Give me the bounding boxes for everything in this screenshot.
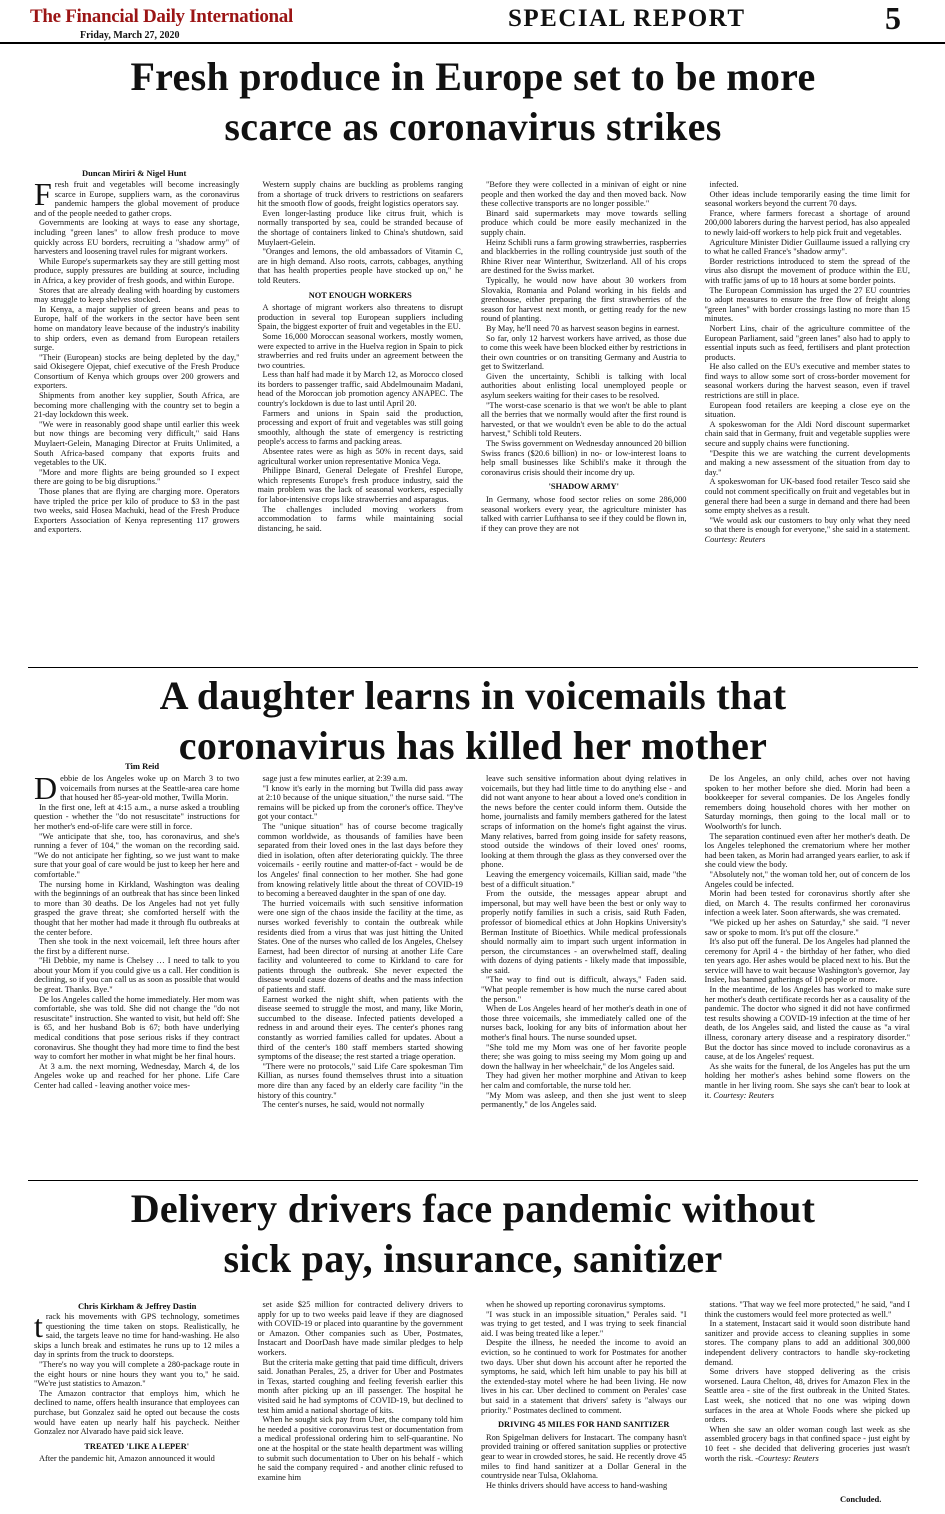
paragraph: "Before they were collected in a minivan of eight or nine people and then worked the day and then moved back. Now these collective transports are no longer possible." (481, 180, 687, 209)
paper-name: The Financial Daily International (30, 6, 293, 27)
article1-column-3 (481, 180, 687, 662)
paragraph: Then she took in the next voicemail, left three hours after the first by a different nurse. (34, 937, 240, 956)
article1-column-1 (34, 180, 240, 662)
page-number: 5 (885, 0, 901, 36)
paragraph: track his movements with GPS technology, sometimes questioning the time taken on stops. Realistically, he said, the targets leave no time for hand-washing. He also skips a lunch break and estimates he runs up to 12 miles a day in sprints from the truck to doorsteps. (34, 1308, 240, 1360)
section-divider (28, 667, 918, 668)
paragraph: Agriculture Minister Didier Guillaume issued a rallying cry to what he called France's "shadow army". (704, 237, 910, 257)
paragraph: Despite the illness, he needed the income to avoid an eviction, so he continued to work for Postmates for another two days. Uber shut down his account after he reported the symptoms, he said, which left him unable to pay his bill at the extended-stay motel where he had been living. He now lives in his car. Uber declined to comment on Perales' case but said in a statement that drivers' safety is "always our priority." Postmates declined to comment. (481, 1338, 687, 1415)
article3-column-2 (258, 1300, 464, 1492)
article1-column-4 (705, 180, 911, 662)
article3-byline: Chris Kirkham & Jeffrey Dastin (78, 1301, 197, 1311)
drop-cap: F (34, 180, 52, 212)
paragraph: "More and more flights are being grounded so I expect there are going to be big disruptions." (34, 467, 240, 487)
paragraph: The European Commission has urged the 27 EU countries to adopt measures to ensure the free flow of freight along "green lanes" with border crossings lasting no more than 15 minutes. (704, 285, 910, 324)
paragraph: "We were in reasonably good shape until earlier this week but now things are becoming very difficult," said Hans Muylaert-Gelein, Managing Director at Fruits Unlimited, a South Africa-based company that exports fruits and vegetables to the UK. (34, 419, 240, 468)
paragraph: "She told me my Mom was one of her favorite people there; she was going to miss seeing my Mom going up and down the hallway in her wheelchair," de los Angeles said. (481, 1042, 687, 1071)
paragraph: France, where farmers forecast a shortage of around 200,000 laborers during the harvest period, has also appealed to newly laid-off workers to help pick fruit and vegetables. (704, 208, 910, 237)
paragraph: Some drivers have stopped delivering as the crisis worsened. Laura Chelton, 48, drives for Amazon Flex in the Seattle area - site of the first outbreak in the United States. Last week, she noticed that no one was wiping down surfaces in the area at Whole Foods where she picked up orders. (704, 1367, 910, 1425)
paragraph: "We picked up her ashes on Saturday," she said. "I never saw or spoke to mom. It's put off the closure." (704, 917, 910, 937)
paragraph: In a statement, Instacart said it would soon distribute hand sanitizer and provide access to cleaning supplies in some stores. The company plans to add an additional 300,000 independent delivery contractors to handle sky-rocketing demand. (704, 1319, 910, 1367)
masthead (0, 0, 945, 44)
paragraph: A spokeswoman for UK-based food retailer Tesco said she could not comment specifically on fruit and vegetables but in general there had been a surge in demand and there had been some empty shelves as a result. (704, 477, 910, 516)
paragraph: "The worst-case scenario is that we won't be able to plant all the berries that we normally would after the first round is harvested, or that we wouldn't even be able to do the actual harvest," Schibli told Reuters. (481, 400, 687, 439)
article3-body (34, 1300, 910, 1492)
paragraph: Border restrictions introduced to stem the spread of the virus also disrupt the movement of produce within the EU, with traffic jams of up to 18 hours at some border points. (704, 256, 910, 285)
subheading: 'SHADOW ARMY' (548, 482, 619, 492)
paragraph: The hurried voicemails with such sensitive information were one sign of the chaos inside the facility at the time, as nurses worked feverishly to contain the outbreak while residents died from a virus that was just hitting the United States. One of the nurses who called de los Angeles, Chelsey Earnest, had been director of nursing at another Life Care facility and volunteered to come to Kirkland to care for patients through the outbreak. She never expected the disease would cause dozens of deaths and the mass infection of patients and staff. (257, 898, 463, 995)
issue-date: Friday, March 27, 2020 (80, 30, 180, 41)
article3-headline-line2: sick pay, insurance, sanitizer (223, 1236, 723, 1281)
paragraph: sage just a few minutes earlier, at 2:39 a.m. (262, 774, 408, 783)
paragraph: A shortage of migrant workers also threatens to disrupt production in several top European suppliers including Spain, the biggest exporter of fruit and vegetables in the EU. (257, 303, 463, 332)
paragraph: The nursing home in Kirkland, Washington was dealing with the beginnings of an outbreak that has since been linked to more than 30 deaths. De los Angeles had not yet fully grasped the grave threat; she comforted herself with the thought that her mother had made it through flu outbreaks at the center before. (34, 879, 240, 937)
paragraph: By May, he'll need 70 as harvest season begins in earnest. (486, 323, 680, 333)
paragraph: The separation continued even after her mother's death. De los Angeles telephoned the crematorium where her mother had been taken, as Morin had arranged years earlier, to ask if she could view the body. (704, 831, 910, 870)
paragraph: "Despite this we are watching the current developments and making a new assessment of the situation from day to day." (704, 448, 910, 477)
paragraph: Debbie de los Angeles woke up on March 3 to two voicemails from nurses at the Seattle-area care home that housed her 85-year-old mother, Twilla Morin. (34, 774, 240, 806)
credit-line: -Courtesy: Reuters (755, 1453, 819, 1463)
paragraph: When she saw an older woman cough last week as she assembled grocery bags in that confined space - just eight by 10 feet - she decided that delivering groceries just wasn't worth the risk. -Courtesy: Reuters (704, 1424, 910, 1463)
paragraph: Those planes that are flying are charging more. Operators have tripled the price per kilo of produce to $3 in the past two weeks, said Hosea Machuki, head of the Fresh Produce Exporters Association of Kenya representing 117 growers and exporters. (34, 487, 240, 535)
paragraph: Typically, he would now have about 30 workers from Slovakia, Romania and Poland working in his fields and greenhouse, either preparing the first strawberries of the season for harvest next month, or getting ready for the new round of planting. (481, 275, 687, 324)
paragraph: "We would ask our customers to buy only what they need so that there is enough for everyone," she said in a statement. Courtesy: Reuters (704, 515, 910, 544)
paragraph: In Kenya, a major supplier of green beans and peas to Europe, half of the workers in the sector have been sent home on mandatory leave because of the industry's inability to ship orders, even as demand from European retailers surge. (34, 304, 240, 353)
paragraph: The center's nurses, he said, would not normally (262, 1100, 425, 1110)
paragraph: Heinz Schibli runs a farm growing strawberries, raspberries and blackberries in the rolling countryside just south of the Rhine River near Winterthur, Switzerland. All of his crops are destined for the Swiss market. (481, 237, 687, 276)
paragraph: In the first one, left at 4:15 a.m., a nurse asked a troubling question - whether the "do not resuscitate" instructions for her mother's end-of-life care were still in force. (34, 802, 240, 831)
subheading: NOT ENOUGH WORKERS (308, 290, 412, 300)
paragraph: Leaving the emergency voicemails, Killian said, made "the best of a difficult situation." (481, 869, 687, 889)
credit-line: Courtesy: Reuters (704, 534, 766, 544)
paragraph: Western supply chains are buckling as problems ranging from a shortage of truck drivers to restrictions on seafarers hit the smooth flow of goods, freight logistics operators say. (257, 180, 463, 209)
paragraph: Norbert Lins, chair of the agriculture committee of the European Parliament, said "green lanes" also had to apply to essential inputs such as feed, fertilisers and plant protection products. (704, 323, 910, 362)
paragraph: The challenges included moving workers from accommodation to farms while maintaining social distancing, he said. (257, 504, 463, 533)
paragraph: "There were no protocols," said Life Care spokesman Tim Killian, as nurses found themselves thrust into a situation more dire than any faced by an elderly care facility "in the history of this country." (257, 1061, 463, 1100)
paragraph: Some 16,000 Moroccan seasonal workers, mostly women, were expected to arrive in the Huelva region in Spain to pick strawberries and red fruits under an agreement between the two countries. (257, 331, 463, 370)
paragraph: He also called on the EU's executive and member states to find ways to allow some sort of cross-border movement for seasonal workers during the harvest season, even if travel restrictions are still in place. (704, 362, 910, 401)
paragraph: After the pandemic hit, Amazon announced it would (39, 1454, 215, 1464)
paragraph: It's also put off the funeral. De los Angeles had planned the ceremony for April 4 - the birthday of her father, who died ten years ago. Her ashes would be placed next to his. But the service will have to wait because Washington's governor, Jay Inslee, has banned gatherings of 10 people or more. (704, 937, 910, 985)
paragraph: They had given her mother morphine and Ativan to keep her calm and comfortable, the nurse told her. (481, 1071, 687, 1090)
paragraph: stations. "That way we feel more protected," he said, "and I think the customers would feel more protected as well." (704, 1300, 910, 1319)
article2-column-3 (481, 774, 687, 1178)
paragraph: "There's no way you will complete a 280-package route in the eight hours or nine hours they want you to," he said. "We're just statistics to Amazon." (34, 1359, 240, 1389)
paragraph: "I know it's early in the morning but Twilla did pass away at 2:10 because of the unique situation," the nurse said. "The remains will be picked up from the coroner's office. They've got your contact." (257, 783, 463, 822)
paragraph: "Hi Debbie, my name is Chelsey … I need to talk to you about your Mom if you could give us a call. Her condition is declining, so if you can call us as soon as possible that would be great. Thanks. Bye." (34, 956, 240, 995)
paragraph: As she waits for the funeral, de los Angeles has put the urn holding her mother's ashes behind some flowers on the mantle in her living room. She says she can't bear to look at it. Courtesy: Reuters (704, 1061, 910, 1100)
article2-column-1 (34, 774, 240, 1178)
section-label: SPECIAL REPORT (508, 5, 746, 32)
drop-cap: D (34, 774, 58, 806)
paragraph: But the criteria make getting that paid time difficult, drivers said. Jonathan Perales, 25, a driver for Uber and Postmates in Texas, started coughing and feeling feverish earlier this month after picking up an ill passenger. The hospital he visited said he had symptoms of COVID-19, but declined to test him amid a national shortage of kits. (257, 1357, 463, 1415)
paragraph: When he sought sick pay from Uber, the company told him he needed a positive coronavirus test or documentation from a medical professional ordering him to self-quarantine. No one at the hospital or the state health department was willing to submit such documentation to Uber on his behalf - which he said the company required - and another clinic refused to examine him (257, 1415, 463, 1482)
paragraph: Earnest worked the night shift, when patients with the disease seemed to struggle the most, and many, like Morin, succumbed to the disease. Infected patients developed a redness in and around their eyes. The center's phones rang constantly as worried families called for updates. About a third of the center's 180 staff members started showing symptoms of the disease; the rest started a triage operation. (257, 994, 463, 1062)
drop-cap: t (34, 1308, 43, 1344)
article2-headline-line1: A daughter learns in voicemails that (159, 673, 787, 718)
paragraph: "I was stuck in an impossible situation," Perales said. "I was trying to get tested, and I was trying to seek financial aid. I was being treated like a leper." (481, 1309, 687, 1338)
paragraph: when he showed up reporting coronavirus symptoms. (486, 1300, 666, 1309)
article2-body (34, 774, 910, 1178)
paragraph: leave such sensitive information about dying relatives in voicemails, but they had little time to do anything else - and did not want anyone to hear about a loved one's condition in the news before the center could inform them. Outside the home, journalists and family members gathered for the latest scraps of information on the home's fight against the virus. Many relatives, barred from going inside for safety reasons, stood outside the windows of their loved ones' rooms, looking at them through the glass as they conversed over the phone. (481, 774, 687, 870)
paragraph: "Absolutely not," the woman told her, out of concern de los Angeles could be infected. (704, 869, 910, 889)
paragraph: "Oranges and lemons, the old ambassadors of Vitamin C, are in high demand. Also roots, carrots, cabbages, anything that has health properties people have stocked up on," he told Reuters. (257, 247, 463, 285)
paragraph: "My Mom was asleep, and then she just went to sleep permanently," de los Angeles said. (481, 1090, 687, 1110)
article3-column-3 (481, 1300, 687, 1492)
paragraph: At 3 a.m. the next morning, Wednesday, March 4, de los Angeles woke up and reached for her phone. Life Care Center had called - leaving another voice mes- (34, 1061, 240, 1090)
paragraph: "The way to find out is difficult, always," Faden said. "What people remember is how much the nurse cared about the person." (481, 975, 687, 1004)
paragraph: European food retailers are keeping a close eye on the situation. (704, 400, 910, 420)
paragraph: Philippe Binard, General Delegate of Freshfel Europe, which represents Europe's fresh produce industry, said the main problem was the lack of seasonal workers, especially for labor-intensive crops like strawberries and asparagus. (257, 466, 463, 504)
paragraph: Governments are looking at ways to ease any shortage, including "green lanes" to allow fresh produce to move quickly across EU borders, recruiting a "shadow army" of harvesters and loosening travel rules for migrant workers. (34, 218, 240, 257)
paragraph: Morin had been tested for coronavirus shortly after she died, on March 4. The results confirmed her coronavirus infection a week later. Soon afterwards, she was cremated. (704, 889, 910, 918)
paragraph: Other ideas include temporarily easing the time limit for seasonal workers beyond the current 70 days. (704, 189, 910, 209)
paragraph: In Germany, whose food sector relies on some 286,000 seasonal workers every year, the agriculture minister has talked with carrier Lufthansa to see if they could be flown in, if they can prove they are not (481, 495, 687, 533)
paragraph: De los Angeles called the home immediately. Her mom was comfortable, she was told. She did not change the "do not resuscitate" instruction. She wanted to visit, but held off: She is 65, and her husband Bob is 67; both have underlying medical conditions that pose serious risks if they contract coronavirus. She thought they had more time to find the best way to comfort her mother in what might be her final hours. (34, 994, 240, 1062)
paragraph: Less than half had made it by March 12, as Morocco closed its borders to passenger traffic, said Abdelmounaim Madani, head of the Moroccan job promotion agency ANAPEC. The country's lockdown is due to last until April 20. (257, 370, 463, 409)
paragraph: Farmers and unions in Spain said the production, processing and export of fruit and vegetables was still going smoothly, although the state of emergency is restricting people's access to farms and packing areas. (257, 408, 463, 447)
paragraph: A spokeswoman for the Aldi Nord discount supermarket chain said that in Germany, fruit and vegetable supplies were secure and supply chains were functioning. (704, 419, 910, 449)
article3-column-4 (705, 1300, 911, 1492)
paragraph: set aside $25 million for contracted delivery drivers to apply for up to two weeks paid leave if they are diagnosed with COVID-19 or placed into quarantine by the government or Amazon. Other companies such as Uber, Postmates, Instacart and DoorDash have made similar pledges to help workers. (257, 1300, 463, 1357)
paragraph: "We anticipate that she, too, has coronavirus, and she's running a fever of 104," the woman on the recording said. "We do not anticipate her fighting, so we just want to make sure that your goal of care would be just to keep her here and comfortable." (34, 831, 240, 879)
paragraph: infected. (709, 180, 739, 189)
article2-byline: Tim Reid (125, 761, 160, 771)
concluded-label: Concluded. (840, 1494, 882, 1504)
paragraph: Shipments from another key supplier, South Africa, are becoming more challenging with the country set to begin a 21-day lockdown this week. (34, 391, 240, 420)
credit-line: Courtesy: Reuters (713, 1090, 775, 1100)
article1-body (34, 180, 910, 662)
paragraph: Absentee rates were as high as 50% in recent days, said agricultural worker union representative Monica Vega. (257, 447, 463, 466)
article1-headline-line1: Fresh produce in Europe set to be more (130, 54, 816, 99)
paragraph: In the meantime, de los Angeles has worked to make sure her mother's death certificate records her as a causality of the pandemic. The doctor who signed it did not have confirmed test results showing a COVID-19 infection at the time of her death, de los Angeles said, and listed the cause as "a viral illness, coronary artery disease and a respiratory disorder." But the doctor has since moved to include coronavirus as a cause, at de los Angeles' request. (704, 985, 910, 1062)
article2-column-4 (705, 774, 911, 1178)
article1-byline: Duncan Miriri & Nigel Hunt (82, 168, 187, 178)
paragraph: Ron Spigelman delivers for Instacart. The company hasn't provided training or offered sanitation supplies or protective gear to wear in crowded stores, he said. He recently drove 45 miles to find hand sanitizer at a Dollar General in the countryside near Tulsa, Oklahoma. (481, 1432, 687, 1481)
paragraph: Fresh fruit and vegetables will become increasingly scarce in Europe, suppliers warn, as the coronavirus pandemic hampers the global movement of produce and of the people needed to gather crops. (34, 180, 240, 218)
paragraph: Stores that are already dealing with hoarding by customers may struggle to keep shelves stocked. (34, 285, 240, 305)
paragraph: When de Los Angeles heard of her mother's death in one of those three voicemails, she immediately called one of the nurses back, looking for any bits of information about her mother's final hours. The nurse sounded upset. (481, 1004, 687, 1043)
subheading: TREATED 'LIKE A LEPER' (84, 1441, 190, 1451)
paragraph: The Amazon contractor that employs him, which he declined to name, offers health insurance that employees can purchase, but Gonzalez said he opted out because the costs would have eaten up nearly half his paycheck. Neither Gonzalez nor Alvarado have paid sick leave. (34, 1388, 240, 1437)
article3-column-1 (34, 1300, 240, 1492)
paragraph: Even longer-lasting produce like citrus fruit, which is normally transported by sea, could be stranded because of the shortage of containers linked to China's shutdown, said Muylaert-Gelein. (257, 208, 463, 247)
article2-headline (28, 671, 918, 771)
article2-column-2 (258, 774, 464, 1178)
section-divider (28, 1180, 918, 1181)
paragraph: Given the uncertainty, Schibli is talking with local authorities about enlisting local unemployed people or asylum seekers waiting for their cases to be resolved. (481, 371, 687, 401)
paragraph: So far, only 12 harvest workers have arrived, as those due to come this week have been blocked either by restrictions in their own countries or on transiting Germany and Austria to get to Switzerland. (481, 333, 687, 372)
article3-headline-line1: Delivery drivers face pandemic without (130, 1186, 816, 1231)
paragraph: De los Angeles, an only child, aches over not having spoken to her mother before she died. Morin had been a bookkeeper for several companies. De los Angeles fondly remembers doing household chores with her mother on Saturday mornings, then going to the local mall or to Woolworth's for lunch. (704, 774, 910, 831)
paragraph: The "unique situation" has of course become tragically common worldwide, as thousands of families have been separated from their loved ones in the last days before they died in isolation, often after deteriorating quickly. The three voicemails - eerily routine and matter-of-fact - would be de los Angeles' final connection to her mother. She had gone from knowing relatively little about the threat of COVID-19 to becoming a bereaved daughter in the span of one day. (257, 821, 463, 899)
subheading: DRIVING 45 MILES FOR HAND SANITIZER (498, 1420, 670, 1430)
article1-headline-line2: scarce as coronavirus strikes (224, 104, 722, 149)
article1-column-2 (258, 180, 464, 662)
paragraph: While Europe's supermarkets say they are still getting most produce, supply pressures are building at source, including in Africa, a key provider of fresh goods, and within Europe. (34, 256, 240, 285)
article1-headline (28, 52, 918, 152)
article2-headline-line2: coronavirus has killed her mother (178, 723, 768, 768)
paragraph: The Swiss government on Wednesday announced 20 billion Swiss francs ($20.6 billion) in no- or low-interest loans to help small businesses like Schibli's make it through the coronavirus crisis should their income dry up. (481, 439, 687, 477)
paragraph: He thinks drivers should have access to hand-washing (486, 1480, 668, 1490)
paragraph: From the outside, the messages appear abrupt and impersonal, but may well have been the best or only way to properly notify families in such a crisis, said Ruth Faden, professor of biomedical ethics at John Hopkins University's Berman Institute of Bioethics. While medical professionals should normally aim to impart such urgent information in person, the circumstances - an overwhelmed staff, dealing with dozens of dying patients - likely made that impossible, she said. (481, 889, 687, 975)
paragraph: "Their (European) stocks are being depleted by the day," said Okisegere Ojepat, chief executive of the Fresh Produce Consortium of Kenya which groups over 200 growers and exporters. (34, 352, 240, 391)
paragraph: Binard said supermarkets may move towards selling produce which could be more easily mechanized in the supply chain. (481, 208, 687, 237)
article3-headline (28, 1184, 918, 1284)
